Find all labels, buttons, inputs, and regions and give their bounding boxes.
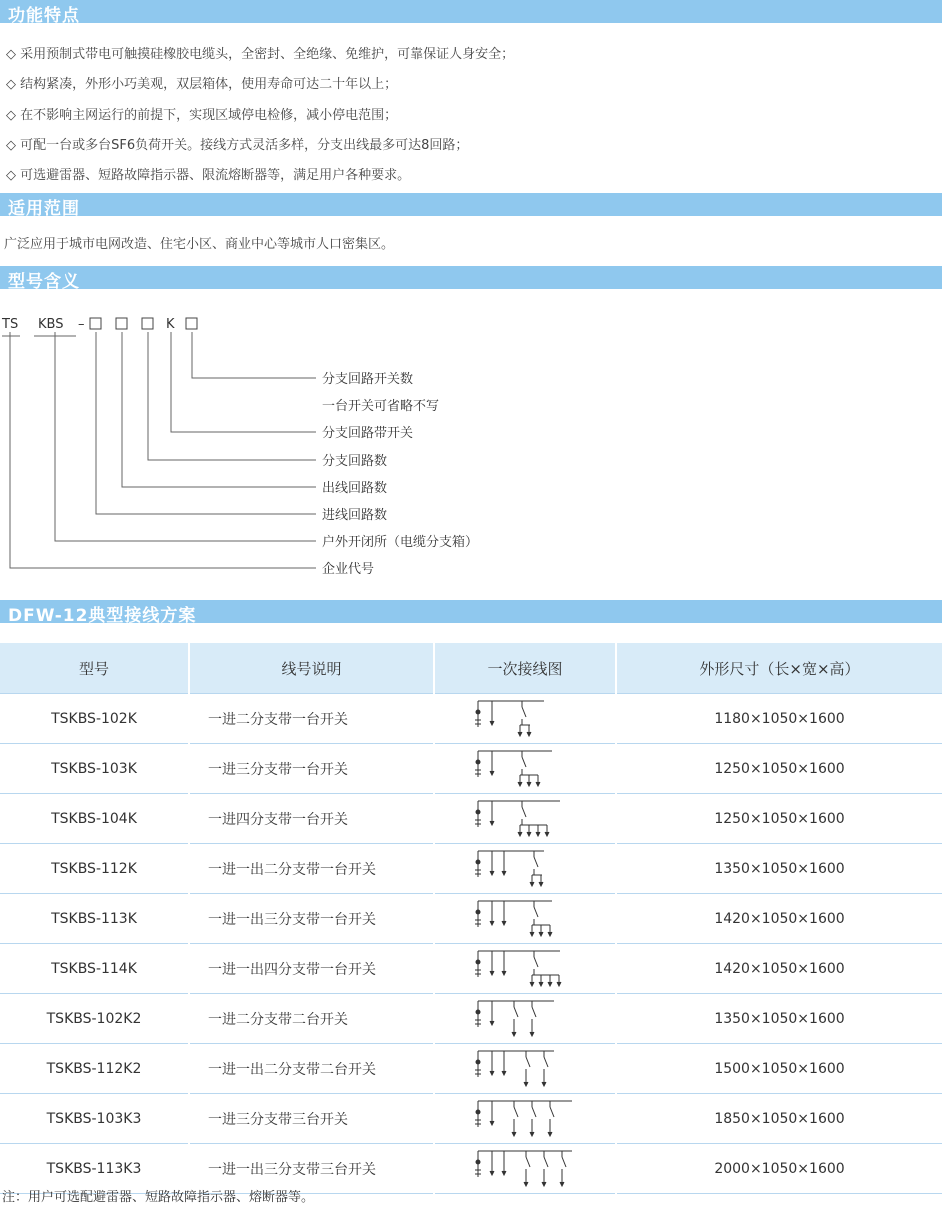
scope-text: 广泛应用于城市电网改造、住宅小区、商业中心等城市人口密集区。 — [4, 237, 395, 252]
header-model: 型号 — [0, 643, 189, 694]
cell-diagram — [434, 1094, 616, 1144]
wiring-diagram-icon — [470, 1147, 580, 1191]
cell-desc: 一进一出二分支带二台开关 — [189, 1044, 434, 1094]
cell-size: 1850×1050×1600 — [616, 1094, 942, 1144]
label-branch-switch-count: 分支回路开关数 — [322, 372, 414, 387]
wiring-diagram-icon — [470, 1097, 580, 1141]
label-omit-single: 一台开关可省略不写 — [322, 399, 440, 414]
cell-diagram — [434, 794, 616, 844]
table-row — [0, 744, 942, 794]
wiring-diagram-icon — [470, 1047, 580, 1091]
table-row — [0, 894, 942, 944]
wiring-diagram-icon — [470, 847, 580, 891]
header-diagram: 一次接线图 — [434, 643, 616, 694]
cell-diagram — [434, 994, 616, 1044]
feature-item: ◇ 在不影响主网运行的前提下，实现区域停电检修，减小停电范围； — [6, 108, 398, 123]
cell-size: 2000×1050×1600 — [616, 1144, 942, 1194]
wiring-diagram-icon — [470, 947, 580, 991]
cell-model: TSKBS-103K3 — [0, 1094, 189, 1144]
section-bar-schemes — [0, 600, 942, 626]
wiring-diagram-icon — [470, 897, 580, 941]
cell-model: TSKBS-103K — [0, 744, 189, 794]
cell-diagram — [434, 894, 616, 944]
cell-model: TSKBS-113K3 — [0, 1144, 189, 1194]
label-branch-with-switch: 分支回路带开关 — [322, 426, 414, 441]
cell-desc: 一进二分支带一台开关 — [189, 694, 434, 744]
table-header-row — [0, 643, 942, 694]
cell-size: 1350×1050×1600 — [616, 844, 942, 894]
leader-lines — [2, 332, 316, 568]
table-row — [0, 1044, 942, 1094]
scheme-table — [0, 643, 942, 1194]
cell-size: 1420×1050×1600 — [616, 894, 942, 944]
header-size: 外形尺寸（长×宽×高） — [616, 643, 942, 694]
code-ts: TS — [2, 317, 19, 332]
section-bar-features — [0, 0, 942, 26]
wiring-diagram-icon — [470, 997, 580, 1041]
table-row — [0, 944, 942, 994]
code-box-2 — [116, 318, 127, 329]
section-bar-model — [0, 266, 942, 292]
cell-size: 1250×1050×1600 — [616, 794, 942, 844]
cell-diagram — [434, 694, 616, 744]
cell-model: TSKBS-102K — [0, 694, 189, 744]
section-bar-scope — [0, 193, 942, 219]
cell-model: TSKBS-113K — [0, 894, 189, 944]
table-row — [0, 994, 942, 1044]
wiring-diagram-icon — [470, 697, 580, 741]
section-title-model: 型号含义 — [8, 272, 80, 292]
cell-model: TSKBS-112K — [0, 844, 189, 894]
footnote: 注：用户可选配避雷器、短路故障指示器、熔断器等。 — [2, 1190, 315, 1205]
cell-desc: 一进二分支带二台开关 — [189, 994, 434, 1044]
cell-desc: 一进四分支带一台开关 — [189, 794, 434, 844]
cell-diagram — [434, 1144, 616, 1194]
cell-model: TSKBS-104K — [0, 794, 189, 844]
section-title-scope: 适用范围 — [8, 199, 80, 219]
cell-size: 1350×1050×1600 — [616, 994, 942, 1044]
cell-desc: 一进一出三分支带三台开关 — [189, 1144, 434, 1194]
feature-item: ◇ 结构紧凑，外形小巧美观，双层箱体，使用寿命可达二十年以上； — [6, 77, 398, 92]
label-outdoor-station: 户外开闭所（电缆分支箱） — [322, 535, 479, 550]
cell-diagram — [434, 744, 616, 794]
cell-size: 1500×1050×1600 — [616, 1044, 942, 1094]
code-box-3 — [142, 318, 153, 329]
section-title-schemes: DFW-12典型接线方案 — [8, 606, 197, 626]
cell-diagram — [434, 944, 616, 994]
code-box-4 — [186, 318, 197, 329]
wiring-diagram-icon — [470, 747, 580, 791]
feature-item: ◇ 采用预制式带电可触摸硅橡胶电缆头，全密封、全绝缘、免维护，可靠保证人身安全； — [6, 47, 515, 62]
code-box-1 — [90, 318, 101, 329]
code-kbs: KBS — [38, 317, 64, 332]
label-incoming-count: 进线回路数 — [322, 508, 388, 523]
cell-model: TSKBS-114K — [0, 944, 189, 994]
label-branch-count: 分支回路数 — [322, 454, 388, 469]
cell-desc: 一进一出四分支带一台开关 — [189, 944, 434, 994]
feature-item: ◇ 可选避雷器、短路故障指示器、限流熔断器等，满足用户各种要求。 — [6, 168, 411, 183]
feature-item: ◇ 可配一台或多台SF6负荷开关。接线方式灵活多样，分支出线最多可达8回路； — [6, 138, 469, 153]
cell-diagram — [434, 1044, 616, 1094]
cell-diagram — [434, 844, 616, 894]
code-k: K — [166, 317, 175, 332]
cell-model: TSKBS-112K2 — [0, 1044, 189, 1094]
cell-desc: 一进一出二分支带一台开关 — [189, 844, 434, 894]
table-body — [0, 694, 942, 1194]
cell-size: 1180×1050×1600 — [616, 694, 942, 744]
table-row — [0, 694, 942, 744]
cell-size: 1420×1050×1600 — [616, 944, 942, 994]
model-code-diagram — [0, 310, 560, 600]
table-row — [0, 844, 942, 894]
cell-model: TSKBS-102K2 — [0, 994, 189, 1044]
code-dash: – — [78, 317, 85, 332]
cell-desc: 一进三分支带三台开关 — [189, 1094, 434, 1144]
label-company-code: 企业代号 — [322, 562, 375, 577]
wiring-diagram-icon — [470, 797, 580, 841]
cell-size: 1250×1050×1600 — [616, 744, 942, 794]
section-title-features: 功能特点 — [8, 6, 80, 26]
label-outgoing-count: 出线回路数 — [322, 481, 388, 496]
cell-desc: 一进一出三分支带一台开关 — [189, 894, 434, 944]
table-row — [0, 794, 942, 844]
cell-desc: 一进三分支带一台开关 — [189, 744, 434, 794]
table-row — [0, 1094, 942, 1144]
header-desc: 线号说明 — [189, 643, 434, 694]
